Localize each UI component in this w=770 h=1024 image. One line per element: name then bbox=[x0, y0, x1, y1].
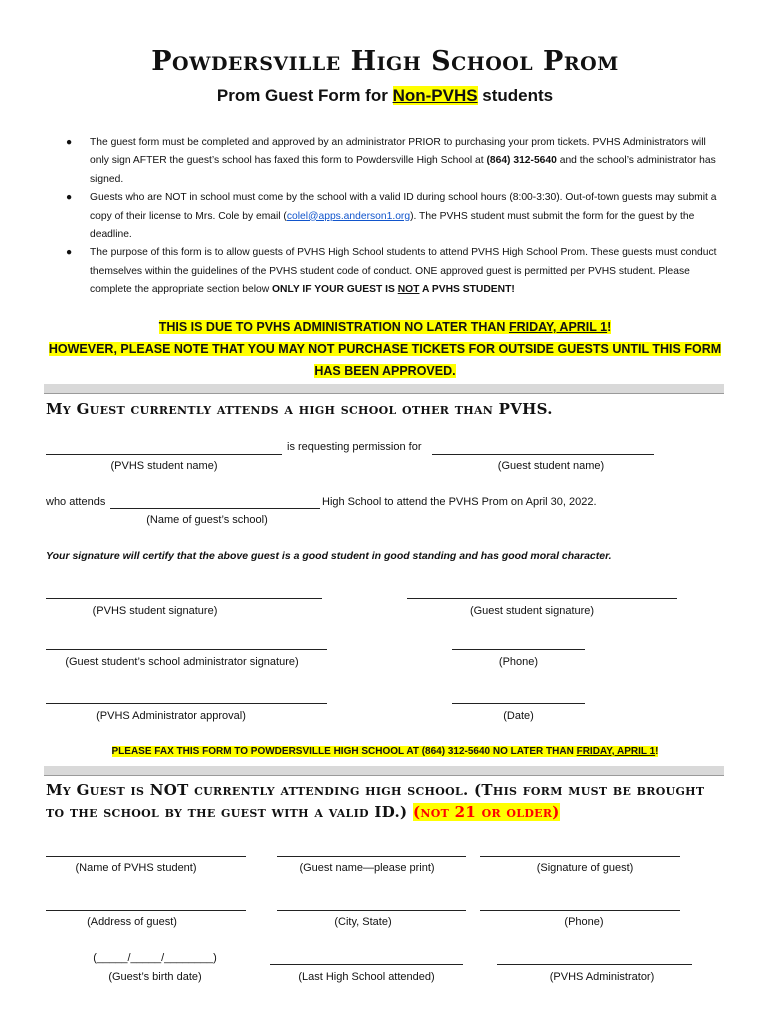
deadline-notice-line1 bbox=[0, 316, 770, 338]
instructions-list bbox=[66, 134, 726, 300]
deadline-notice-line3 bbox=[0, 360, 770, 382]
caption-school-admin-signature: (Guest student’s school administrator signature) bbox=[65, 656, 299, 668]
caption-guest-school: (Name of guest’s school) bbox=[146, 514, 268, 526]
instruction-bold: A PVHS STUDENT! bbox=[419, 284, 515, 296]
page-title: Powdersville High School Prom bbox=[151, 46, 619, 77]
caption-date: (Date) bbox=[503, 710, 534, 722]
instruction-text: and the school’s administrator has signed. bbox=[90, 155, 716, 185]
last-high-school-field[interactable] bbox=[270, 964, 463, 965]
school-admin-signature-field[interactable] bbox=[46, 649, 327, 650]
subtitle-suffix: students bbox=[477, 86, 554, 105]
caption-guest-name-print: (Guest name—please print) bbox=[299, 862, 435, 874]
caption-birth-date: (Guest’s birth date) bbox=[108, 971, 202, 983]
notice-date: FRIDAY, APRIL 1 bbox=[508, 320, 608, 334]
pvhs-student-name-field[interactable] bbox=[46, 454, 282, 455]
pvhs-student-signature-field[interactable] bbox=[46, 598, 322, 599]
certify-statement: Your signature will certify that the above guest is a good student in good standing and has good moral character. bbox=[46, 550, 612, 562]
guest-student-name-field[interactable] bbox=[432, 454, 654, 455]
pvhs-administrator-field[interactable] bbox=[497, 964, 692, 965]
caption-last-high-school: (Last High School attended) bbox=[298, 971, 435, 983]
caption-pvhs-admin-approval: (PVHS Administrator approval) bbox=[96, 710, 246, 722]
instruction-item bbox=[66, 189, 726, 244]
instruction-item bbox=[66, 244, 726, 299]
section2-heading-line2 bbox=[46, 803, 560, 821]
guest-address-field[interactable] bbox=[46, 910, 246, 911]
caption-guest-student-name: (Guest student name) bbox=[497, 460, 605, 472]
city-state-field[interactable] bbox=[277, 910, 466, 911]
pvhs-student-name-field-2[interactable] bbox=[46, 856, 246, 857]
section2-heading-text: to the school by the guest with a valid ID.) bbox=[46, 803, 408, 821]
fax-notice-date: FRIDAY, APRIL 1 bbox=[576, 746, 656, 757]
subtitle-highlight: Non-PVHS bbox=[392, 86, 478, 105]
bullet-icon: ● bbox=[66, 137, 73, 148]
fax-notice-text: ! bbox=[655, 746, 659, 757]
caption-pvhs-student-name: (PVHS student name) bbox=[110, 460, 218, 472]
section-divider bbox=[44, 766, 724, 776]
notice-text: ! bbox=[607, 320, 612, 334]
pvhs-admin-approval-field[interactable] bbox=[46, 703, 327, 704]
who-attends-text: who attends bbox=[46, 496, 106, 508]
requesting-text: is requesting permission for bbox=[287, 441, 422, 453]
instruction-bold: ONLY IF YOUR GUEST IS bbox=[272, 284, 398, 296]
page-subtitle bbox=[0, 86, 770, 106]
guest-phone-field[interactable] bbox=[480, 910, 680, 911]
section1-heading: My Guest currently attends a high school other than PVHS. bbox=[46, 400, 553, 418]
section2-heading-line1: My Guest is NOT currently attending high school. (This form must be brought bbox=[46, 781, 705, 799]
instruction-text: ). The PVHS student must submit the form for the guest by the deadline. bbox=[90, 210, 695, 241]
notice-text: HOWEVER, PLEASE NOTE THAT YOU MAY NOT PURCHASE TICKETS FOR OUTSIDE GUESTS UNTIL THIS FORM bbox=[48, 342, 722, 356]
caption-signature-guest: (Signature of guest) bbox=[536, 862, 634, 874]
instruction-bold-underline: NOT bbox=[397, 284, 420, 296]
phone-field[interactable] bbox=[452, 649, 585, 650]
bullet-icon: ● bbox=[66, 247, 73, 259]
guest-name-print-field[interactable] bbox=[277, 856, 466, 857]
fax-number: (864) 312-5640 bbox=[486, 155, 557, 167]
instruction-text: The guest form must be completed and approved by an administrator PRIOR to purchasing your prom tickets. PVHS Administrators will only sign AFTER the guest’s school has faxed this form to Powdersville High School at bbox=[90, 137, 706, 167]
birth-date-field[interactable]: (_____/_____/________) bbox=[93, 952, 217, 964]
notice-text: THIS IS DUE TO PVHS ADMINISTRATION NO LATER THAN bbox=[158, 320, 509, 334]
notice-text: HAS BEEN APPROVED. bbox=[314, 364, 456, 378]
attend-prom-text: High School to attend the PVHS Prom on April 30, 2022. bbox=[322, 496, 597, 508]
email-link[interactable]: colel@apps.anderson1.org bbox=[286, 210, 411, 222]
caption-phone: (Phone) bbox=[498, 656, 539, 668]
caption-pvhs-signature: (PVHS student signature) bbox=[92, 605, 218, 617]
caption-name-pvhs-student: (Name of PVHS student) bbox=[75, 862, 197, 874]
instruction-item bbox=[66, 134, 726, 189]
age-restriction-note: (not 21 or older) bbox=[412, 803, 560, 821]
guest-signature-field[interactable] bbox=[480, 856, 680, 857]
fax-notice-text: PLEASE FAX THIS FORM TO POWDERSVILLE HIGH SCHOOL AT (864) 312-5640 NO LATER THAN bbox=[111, 746, 577, 757]
caption-guest-signature: (Guest student signature) bbox=[469, 605, 595, 617]
fax-notice bbox=[0, 746, 770, 757]
caption-address: (Address of guest) bbox=[87, 916, 177, 928]
section-divider bbox=[44, 384, 724, 394]
instruction-text: Guests who are NOT in school must come by the school with a valid ID during school hours (8:00-3:30). Out-of-town guests may submit a copy of their license to Mrs. Cole by email ( bbox=[90, 192, 717, 222]
instruction-text: The purpose of this form is to allow guests of PVHS High School students to attend PVHS High School Prom. These guests must conduct themselves within the guidelines of the PVHS student code of conduct. ONE approved guest is permitted per PVHS student. Please complete the appropriate section below bbox=[90, 247, 717, 296]
subtitle-prefix: Prom Guest Form for bbox=[216, 86, 393, 105]
caption-city-state: (City, State) bbox=[334, 916, 392, 928]
bullet-icon: ● bbox=[66, 192, 73, 204]
caption-pvhs-administrator: (PVHS Administrator) bbox=[549, 971, 655, 983]
date-field[interactable] bbox=[452, 703, 585, 704]
caption-phone-2: (Phone) bbox=[564, 916, 604, 928]
deadline-notice-line2 bbox=[0, 338, 770, 360]
guest-school-field[interactable] bbox=[110, 508, 320, 509]
guest-student-signature-field[interactable] bbox=[407, 598, 677, 599]
